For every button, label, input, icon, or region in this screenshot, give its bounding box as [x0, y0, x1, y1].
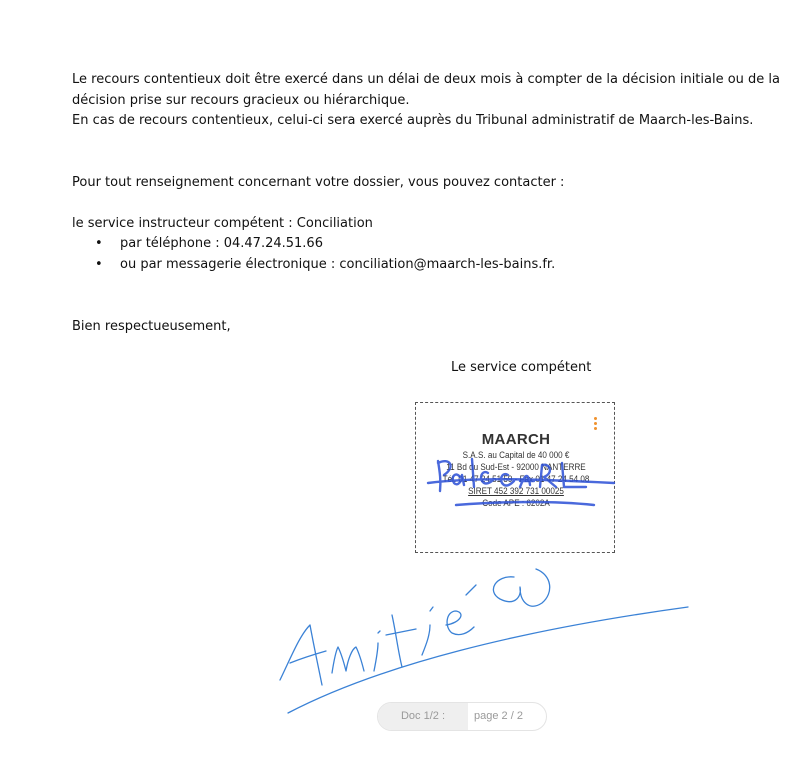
- bullet-icon: •: [95, 256, 103, 272]
- recours-line-3: En cas de recours contentieux, celui-ci sera exercé auprès du Tribunal administratif de Maarch-les-Bains.: [72, 113, 754, 128]
- signatory-label: Le service compétent: [451, 360, 592, 375]
- handwritten-signature: [270, 555, 700, 720]
- recours-line-2: décision prise sur recours gracieux ou hiérarchique.: [72, 92, 410, 108]
- recours-paragraph: [72, 70, 780, 132]
- stamp-siret: SIRET 452 392 731 00025: [468, 486, 564, 496]
- stamp-phone-fax: Tél. 01 47 24 51 59 - Fax 01 47 24 54 08: [442, 474, 590, 484]
- closing-formula: Bien respectueusement,: [72, 319, 231, 334]
- page-indicator[interactable]: [377, 702, 547, 731]
- contact-email-text: ou par messagerie électronique : conciliation@maarch-les-bains.fr.: [120, 256, 556, 272]
- service-line: le service instructeur compétent : Conciliation: [72, 216, 373, 231]
- contact-item-phone: [72, 234, 555, 255]
- contact-list: [72, 234, 555, 275]
- contact-intro: Pour tout renseignement concernant votre dossier, vous pouvez contacter :: [72, 175, 565, 190]
- more-vertical-icon[interactable]: [594, 417, 598, 432]
- doc-indicator[interactable]: Doc 1/2 :: [378, 703, 468, 730]
- page-number: page 2 / 2: [474, 710, 523, 722]
- recours-line-1: Le recours contentieux doit être exercé dans un délai de deux mois à compter de la décision initiale ou de la: [72, 72, 781, 87]
- stamp-capital: S.A.S. au Capital de 40 000 €: [462, 450, 570, 460]
- bullet-icon: •: [95, 236, 103, 251]
- contact-phone-text: par téléphone : 04.47.24.51.66: [120, 236, 323, 251]
- company-stamp: [416, 431, 616, 509]
- stamp-image-frame[interactable]: [415, 402, 615, 553]
- stamp-address: 11 Bd du Sud-Est - 92000 NANTERRE: [446, 462, 586, 472]
- stamp-company-name: MAARCH: [481, 431, 551, 448]
- contact-item-email: [72, 255, 555, 276]
- stamp-ape: Code APE : 6202A: [482, 498, 550, 508]
